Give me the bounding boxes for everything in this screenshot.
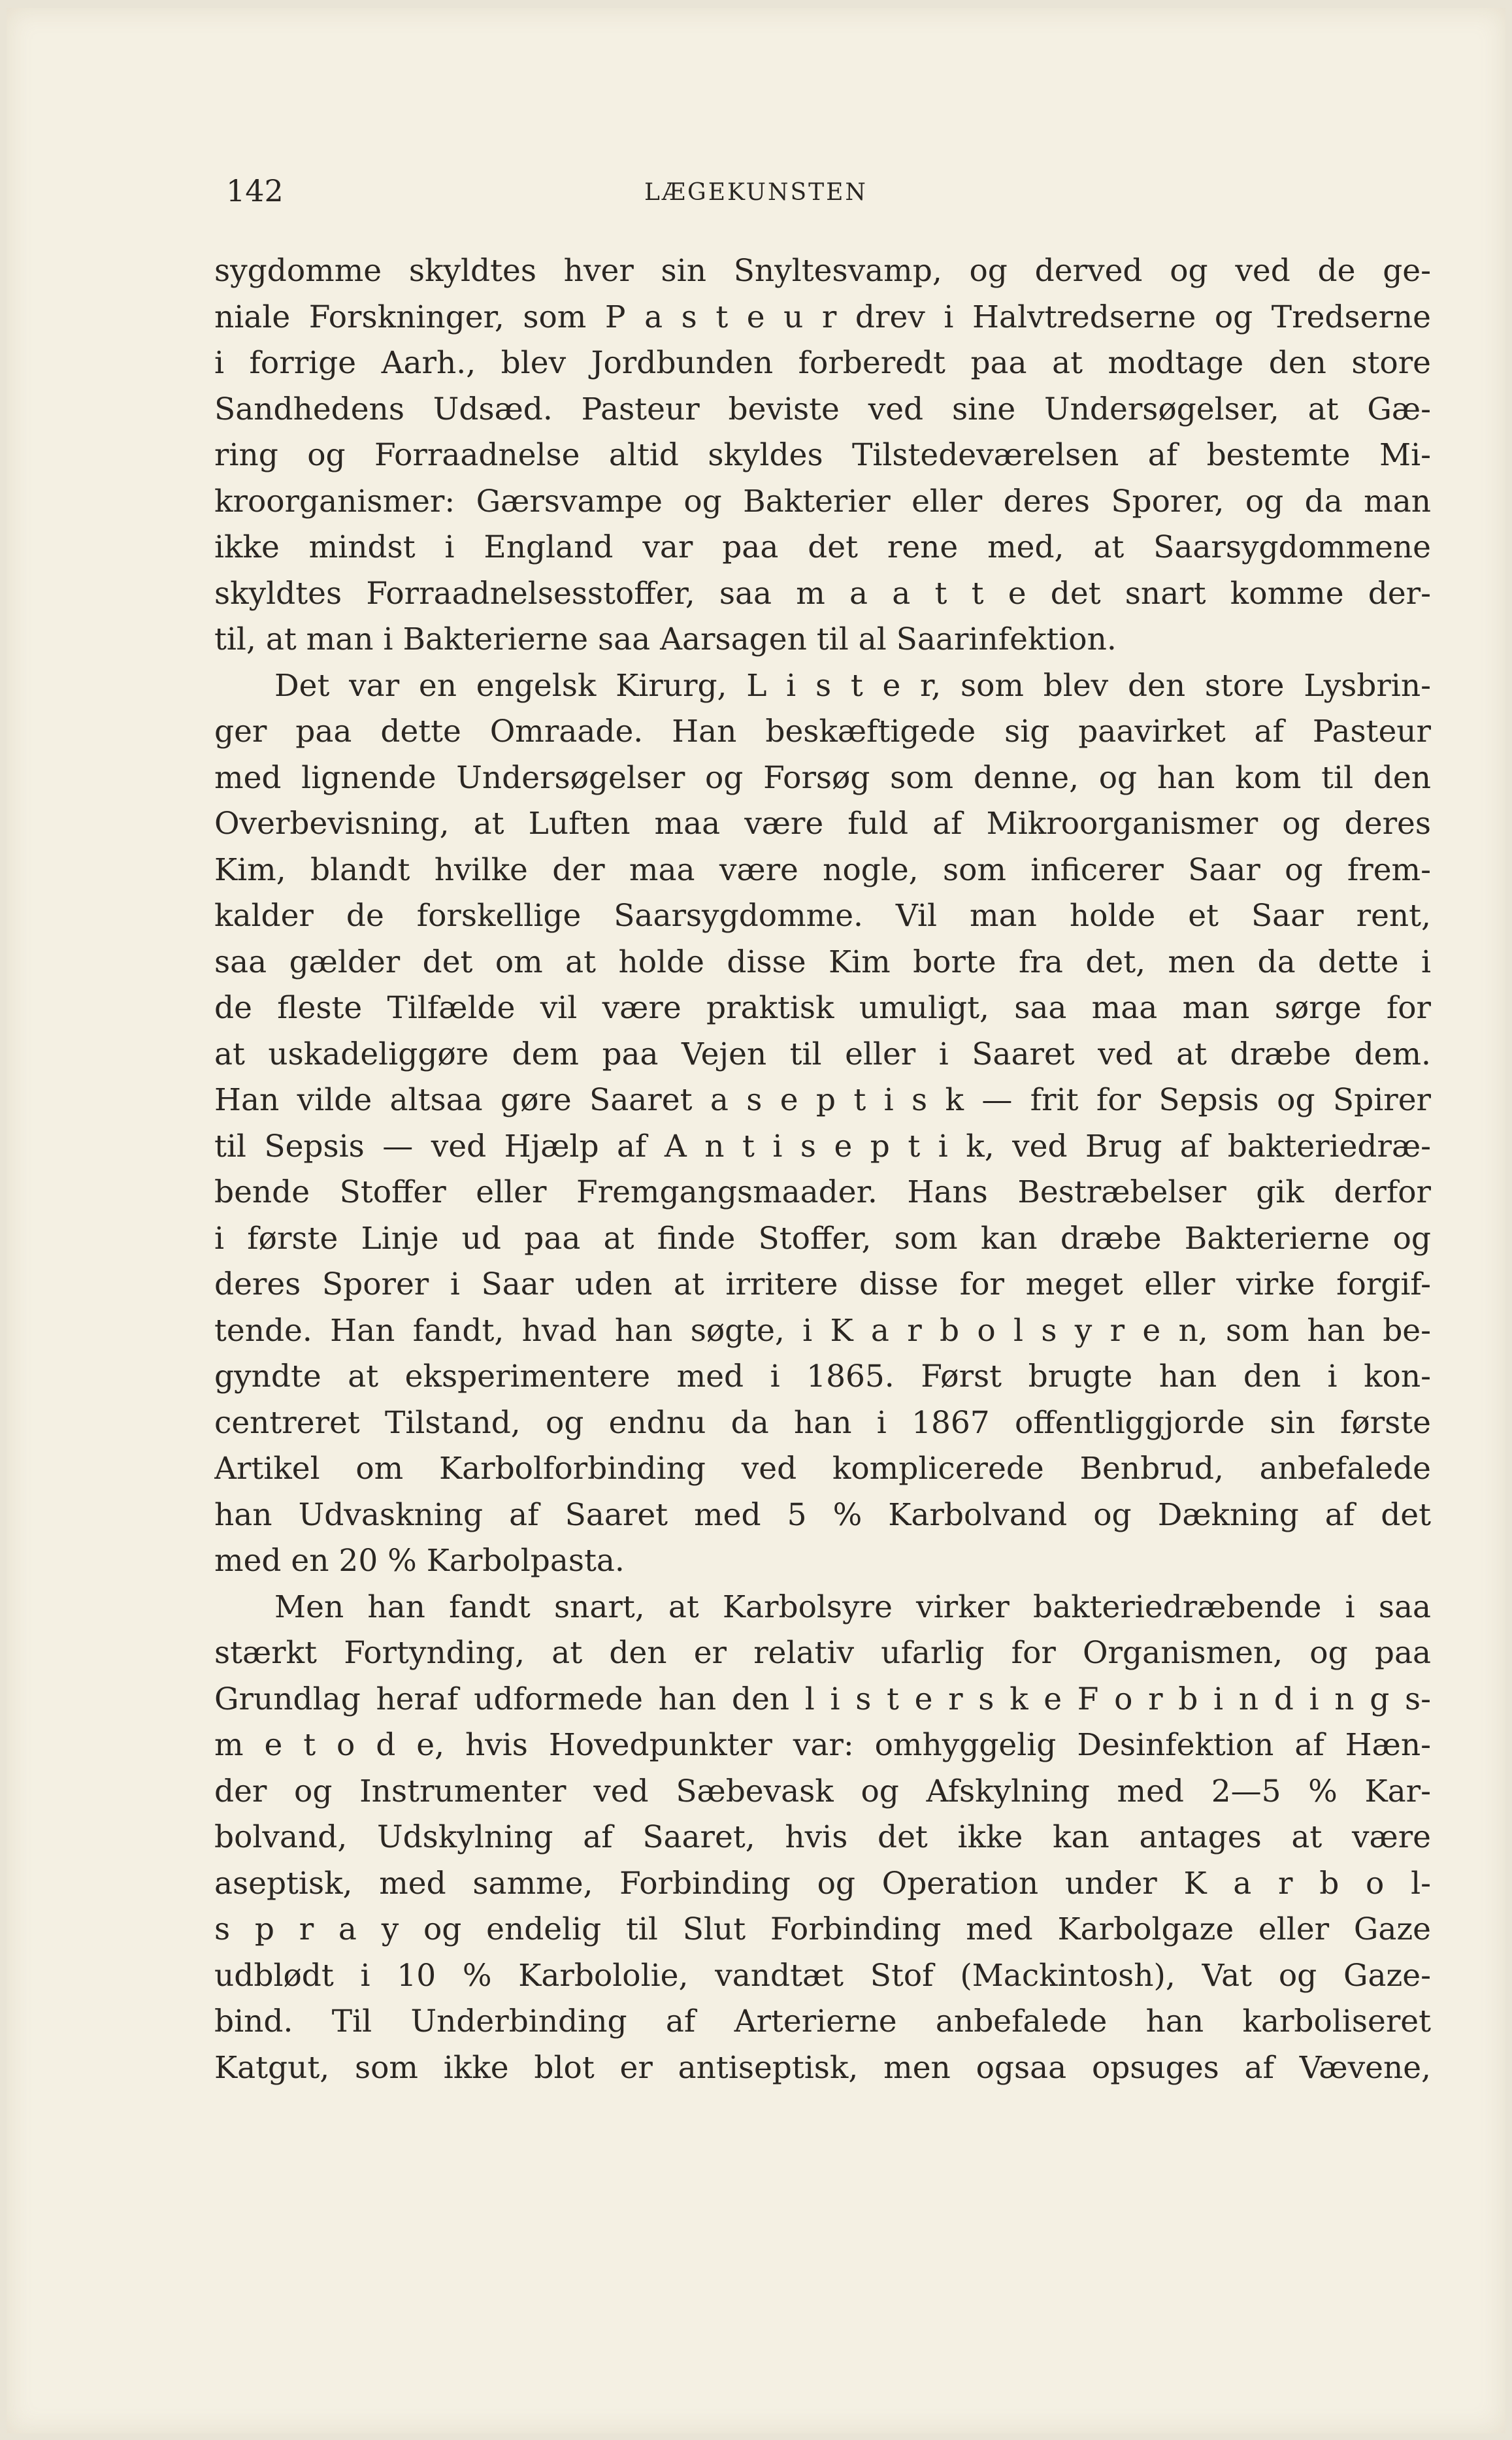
text-line: i forrige Aarh., blev Jordbunden forberedt paa at modtage den store bbox=[214, 345, 1431, 381]
text-line: bende Stoffer eller Fremgangsmaader. Hans Bestræbelser gik derfor bbox=[214, 1174, 1431, 1210]
text-line: ger paa dette Omraade. Han beskæftigede sig paavirket af Pasteur bbox=[214, 714, 1431, 750]
page-number: 142 bbox=[226, 173, 284, 208]
book-page bbox=[7, 8, 1505, 2433]
text-line: s p r a y og endelig til Slut Forbinding med Karbolgaze eller Gaze bbox=[214, 1911, 1431, 1947]
body-text bbox=[214, 248, 1431, 2091]
text-line: han Udvaskning af Saaret med 5 % Karbolvand og Dækning af det bbox=[214, 1496, 1431, 1533]
page-header bbox=[7, 171, 1505, 217]
text-line: til, at man i Bakterierne saa Aarsagen til al Saarinfektion. bbox=[214, 621, 1117, 657]
text-line: deres Sporer i Saar uden at irritere disse for meget eller virke forgif- bbox=[214, 1266, 1431, 1302]
text-line: der og Instrumenter ved Sæbevask og Afskylning med 2—5 % Kar- bbox=[214, 1773, 1431, 1809]
text-line: kroorganismer: Gærsvampe og Bakterier eller deres Sporer, og da man bbox=[214, 483, 1431, 519]
text-line: Men han fandt snart, at Karbolsyre virker bakteriedræbende i saa bbox=[274, 1589, 1431, 1625]
text-line: tende. Han fandt, hvad han søgte, i K a r b o l s y r e n, som han be- bbox=[214, 1312, 1431, 1349]
text-line: Det var en engelsk Kirurg, L i s t e r, som blev den store Lysbrin- bbox=[274, 667, 1431, 704]
text-line: m e t o d e, hvis Hovedpunkter var: omhyggelig Desinfektion af Hæn- bbox=[214, 1727, 1431, 1763]
text-line: med en 20 % Karbolpasta. bbox=[214, 1543, 625, 1579]
text-line: Han vilde altsaa gøre Saaret a s e p t i s k — frit for Sepsis og Spirer bbox=[214, 1082, 1431, 1118]
text-line: ikke mindst i England var paa det rene med, at Saarsygdommene bbox=[214, 529, 1431, 565]
text-line: stærkt Fortynding, at den er relativ ufarlig for Organismen, og paa bbox=[214, 1635, 1431, 1671]
text-line: kalder de forskellige Saarsygdomme. Vil man holde et Saar rent, bbox=[214, 898, 1431, 934]
text-line: i første Linje ud paa at finde Stoffer, som kan dræbe Bakterierne og bbox=[214, 1220, 1431, 1257]
text-line: Kim, blandt hvilke der maa være nogle, som inficerer Saar og frem- bbox=[214, 851, 1431, 888]
text-line: at uskadeliggøre dem paa Vejen til eller i Saaret ved at dræbe dem. bbox=[214, 1036, 1431, 1072]
running-title: LÆGEKUNSTEN bbox=[644, 179, 868, 206]
text-line: udblødt i 10 % Karbololie, vandtæt Stof (Mackintosh), Vat og Gaze- bbox=[214, 1957, 1431, 1994]
text-line: centreret Tilstand, og endnu da han i 1867 offentliggjorde sin første bbox=[214, 1404, 1431, 1441]
text-line: bolvand, Udskylning af Saaret, hvis det ikke kan antages at være bbox=[214, 1819, 1431, 1855]
text-line: saa gælder det om at holde disse Kim borte fra det, men da dette i bbox=[214, 944, 1431, 980]
text-line: de fleste Tilfælde vil være praktisk umuligt, saa maa man sørge for bbox=[214, 990, 1431, 1026]
text-line: Overbevisning, at Luften maa være fuld af Mikroorganismer og deres bbox=[214, 806, 1431, 842]
text-line: Sandhedens Udsæd. Pasteur beviste ved sine Undersøgelser, at Gæ- bbox=[214, 391, 1431, 427]
text-line: Katgut, som ikke blot er antiseptisk, men ogsaa opsuges af Vævene, bbox=[214, 2049, 1431, 2086]
text-line: skyldtes Forraadnelsesstoffer, saa m a a t t e det snart komme der- bbox=[214, 575, 1431, 612]
text-line: Grundlag heraf udformede han den l i s t e r s k e F o r b i n d i n g s- bbox=[214, 1681, 1431, 1717]
text-line: aseptisk, med samme, Forbinding og Operation under K a r b o l- bbox=[214, 1865, 1431, 1902]
text-line: bind. Til Underbinding af Arterierne anbefalede han karboliseret bbox=[214, 2003, 1431, 2039]
text-line: gyndte at eksperimentere med i 1865. Først brugte han den i kon- bbox=[214, 1359, 1431, 1394]
text-line: niale Forskninger, som P a s t e u r drev i Halvtredserne og Tredserne bbox=[214, 299, 1431, 335]
text-line: Artikel om Karbolforbinding ved komplicerede Benbrud, anbefalede bbox=[214, 1451, 1431, 1487]
text-line: ring og Forraadnelse altid skyldes Tilstedeværelsen af bestemte Mi- bbox=[214, 437, 1431, 473]
text-line: til Sepsis — ved Hjælp af A n t i s e p t i k, ved Brug af bakteriedræ- bbox=[214, 1128, 1431, 1164]
text-line: sygdomme skyldtes hver sin Snyltesvamp, og derved og ved de ge- bbox=[214, 253, 1431, 289]
text-line: med lignende Undersøgelser og Forsøg som denne, og han kom til den bbox=[214, 759, 1431, 796]
